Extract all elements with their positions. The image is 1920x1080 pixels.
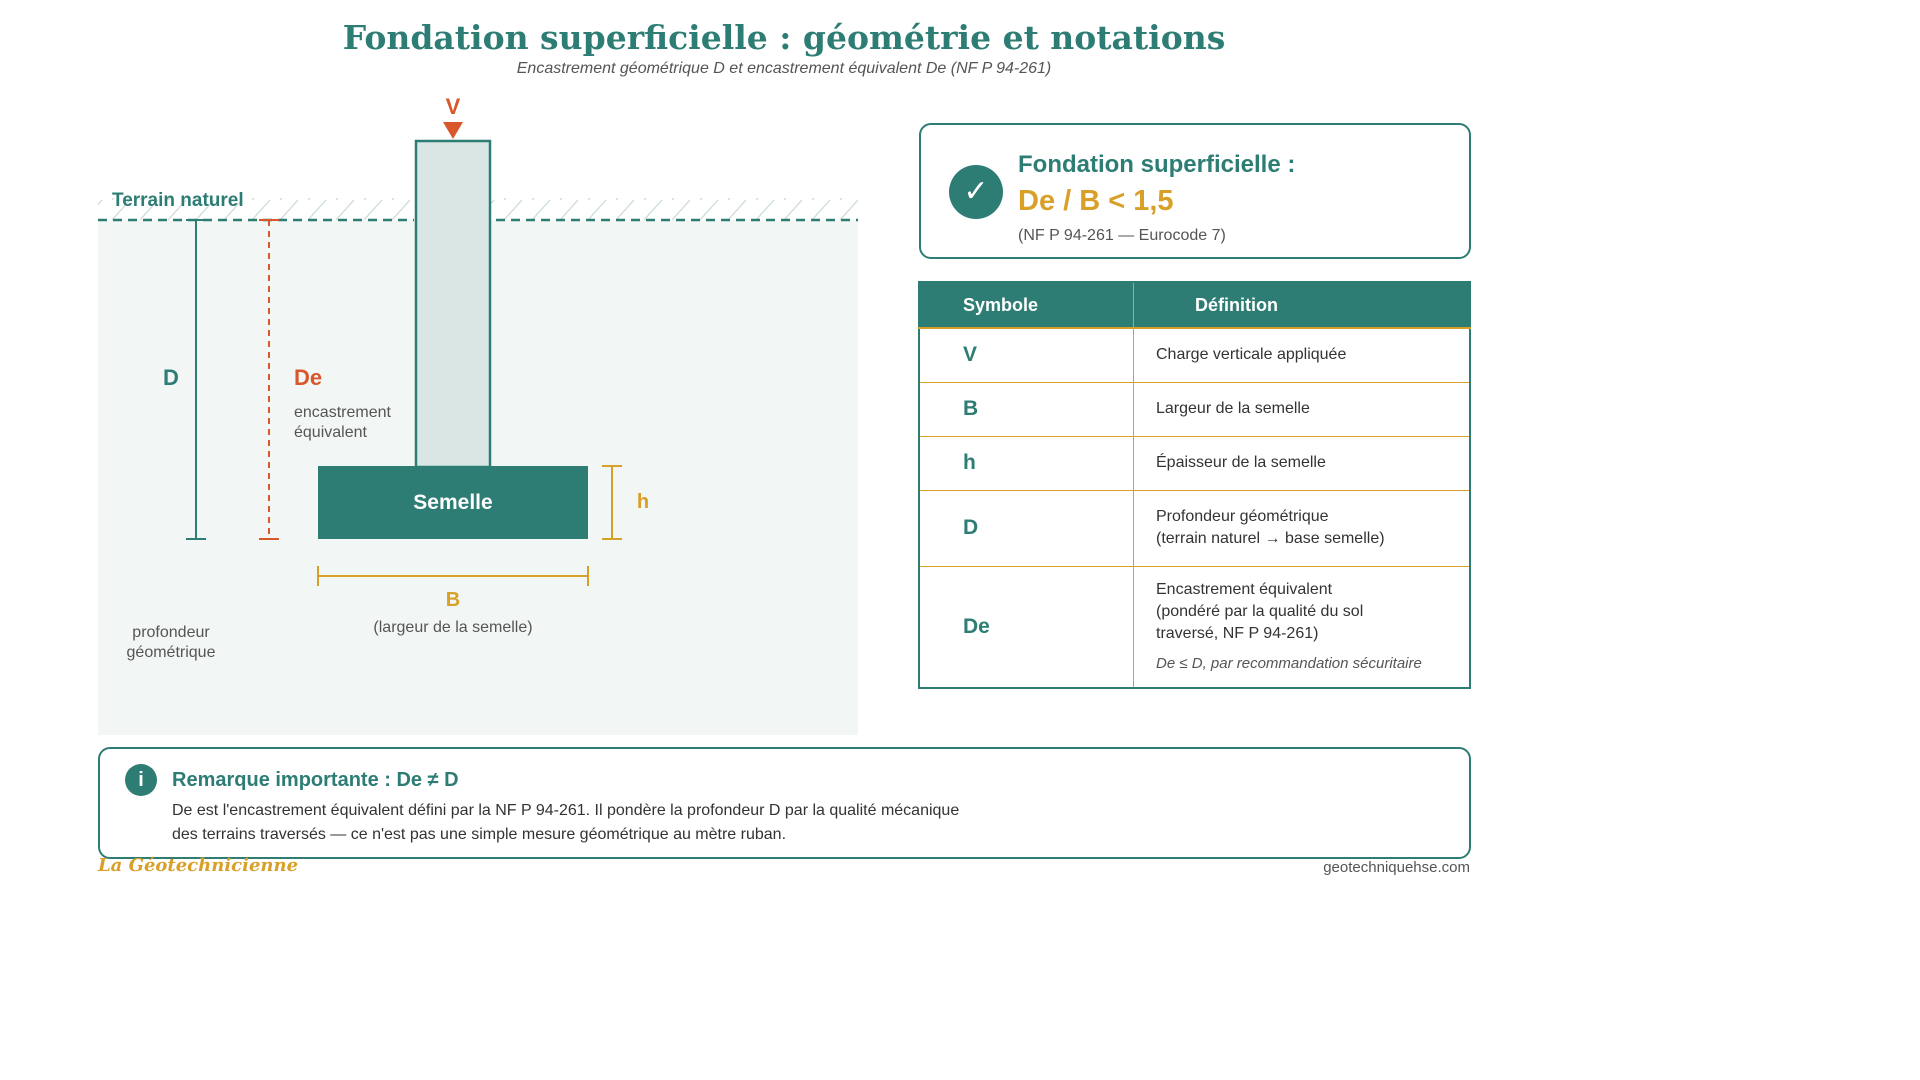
de-caption-line2: équivalent — [294, 424, 367, 441]
page-title: Fondation superficielle : géométrie et notations — [342, 18, 1226, 57]
d-caption-line2: géométrique — [126, 644, 216, 661]
d-label: D — [163, 365, 179, 390]
check-icon: ✓ — [949, 165, 1003, 219]
footing-label: Semelle — [413, 491, 493, 514]
header-symbol: Symbole — [919, 282, 1134, 328]
b-caption: (largeur de la semelle) — [373, 619, 533, 636]
load-label: V — [445, 94, 461, 119]
b-label: B — [445, 589, 461, 611]
symbol-cell: De — [919, 566, 1134, 688]
h-label: h — [636, 491, 650, 513]
definitions-table — [918, 281, 1471, 689]
definition-line: (terrain naturel → base semelle) — [1156, 530, 1385, 547]
de-label: De — [294, 365, 323, 390]
d-caption-line1: profondeur — [132, 624, 210, 641]
remark-line: De est l'encastrement équivalent défini par la NF P 94-261. Il pondère la profondeur D par la qualité mécanique — [172, 802, 960, 819]
definition-cell — [1134, 566, 1471, 688]
definition-line: Profondeur géométrique — [1156, 508, 1329, 525]
brand-logo: La Géotechnicienne — [98, 855, 299, 876]
column — [416, 141, 490, 467]
de-caption-line1: encastrement — [294, 404, 391, 421]
criterion-title: Fondation superficielle : — [1018, 151, 1296, 178]
page-subtitle: Encastrement géométrique D et encastrement équivalent De (NF P 94-261) — [516, 60, 1052, 77]
symbol-cell: h — [919, 436, 1134, 490]
foundation-diagram — [0, 0, 900, 750]
remark-box — [98, 747, 1471, 859]
definition-cell: Largeur de la semelle — [1134, 382, 1471, 436]
remark-body — [172, 799, 959, 847]
ground-label: Terrain naturel — [112, 190, 244, 211]
remark-title: Remarque importante : De ≠ D — [172, 769, 459, 791]
symbol-cell: D — [919, 490, 1134, 566]
table-row — [919, 436, 1470, 490]
header-definition: Définition — [1134, 282, 1471, 328]
info-icon: i — [125, 764, 157, 796]
remark-line: des terrains traversés — ce n'est pas une simple mesure géométrique au mètre ruban. — [172, 826, 787, 843]
table-row — [919, 490, 1470, 566]
ground-hatch-right — [491, 198, 858, 220]
table-row — [919, 382, 1470, 436]
definition-cell — [1134, 490, 1471, 566]
table-header-row — [919, 282, 1470, 328]
criterion-formula: De / B < 1,5 — [1018, 185, 1174, 217]
definition-note: De ≤ D, par recommandation sécuritaire — [1156, 654, 1422, 672]
symbol-cell: B — [919, 382, 1134, 436]
table-row — [919, 566, 1470, 688]
symbol-cell: V — [919, 328, 1134, 382]
definition-line: Encastrement équivalent — [1156, 580, 1333, 598]
definition-line: traversé, NF P 94-261) — [1156, 624, 1319, 642]
definition-cell: Charge verticale appliquée — [1134, 328, 1471, 382]
criterion-box — [919, 123, 1471, 259]
load-arrow — [443, 122, 463, 139]
site-url: geotechniquehse.com — [1323, 859, 1470, 876]
definition-line: (pondéré par la qualité du sol — [1156, 602, 1364, 620]
criterion-reference: (NF P 94-261 — Eurocode 7) — [1018, 227, 1226, 244]
table-row — [919, 328, 1470, 382]
definition-cell: Épaisseur de la semelle — [1134, 436, 1471, 490]
